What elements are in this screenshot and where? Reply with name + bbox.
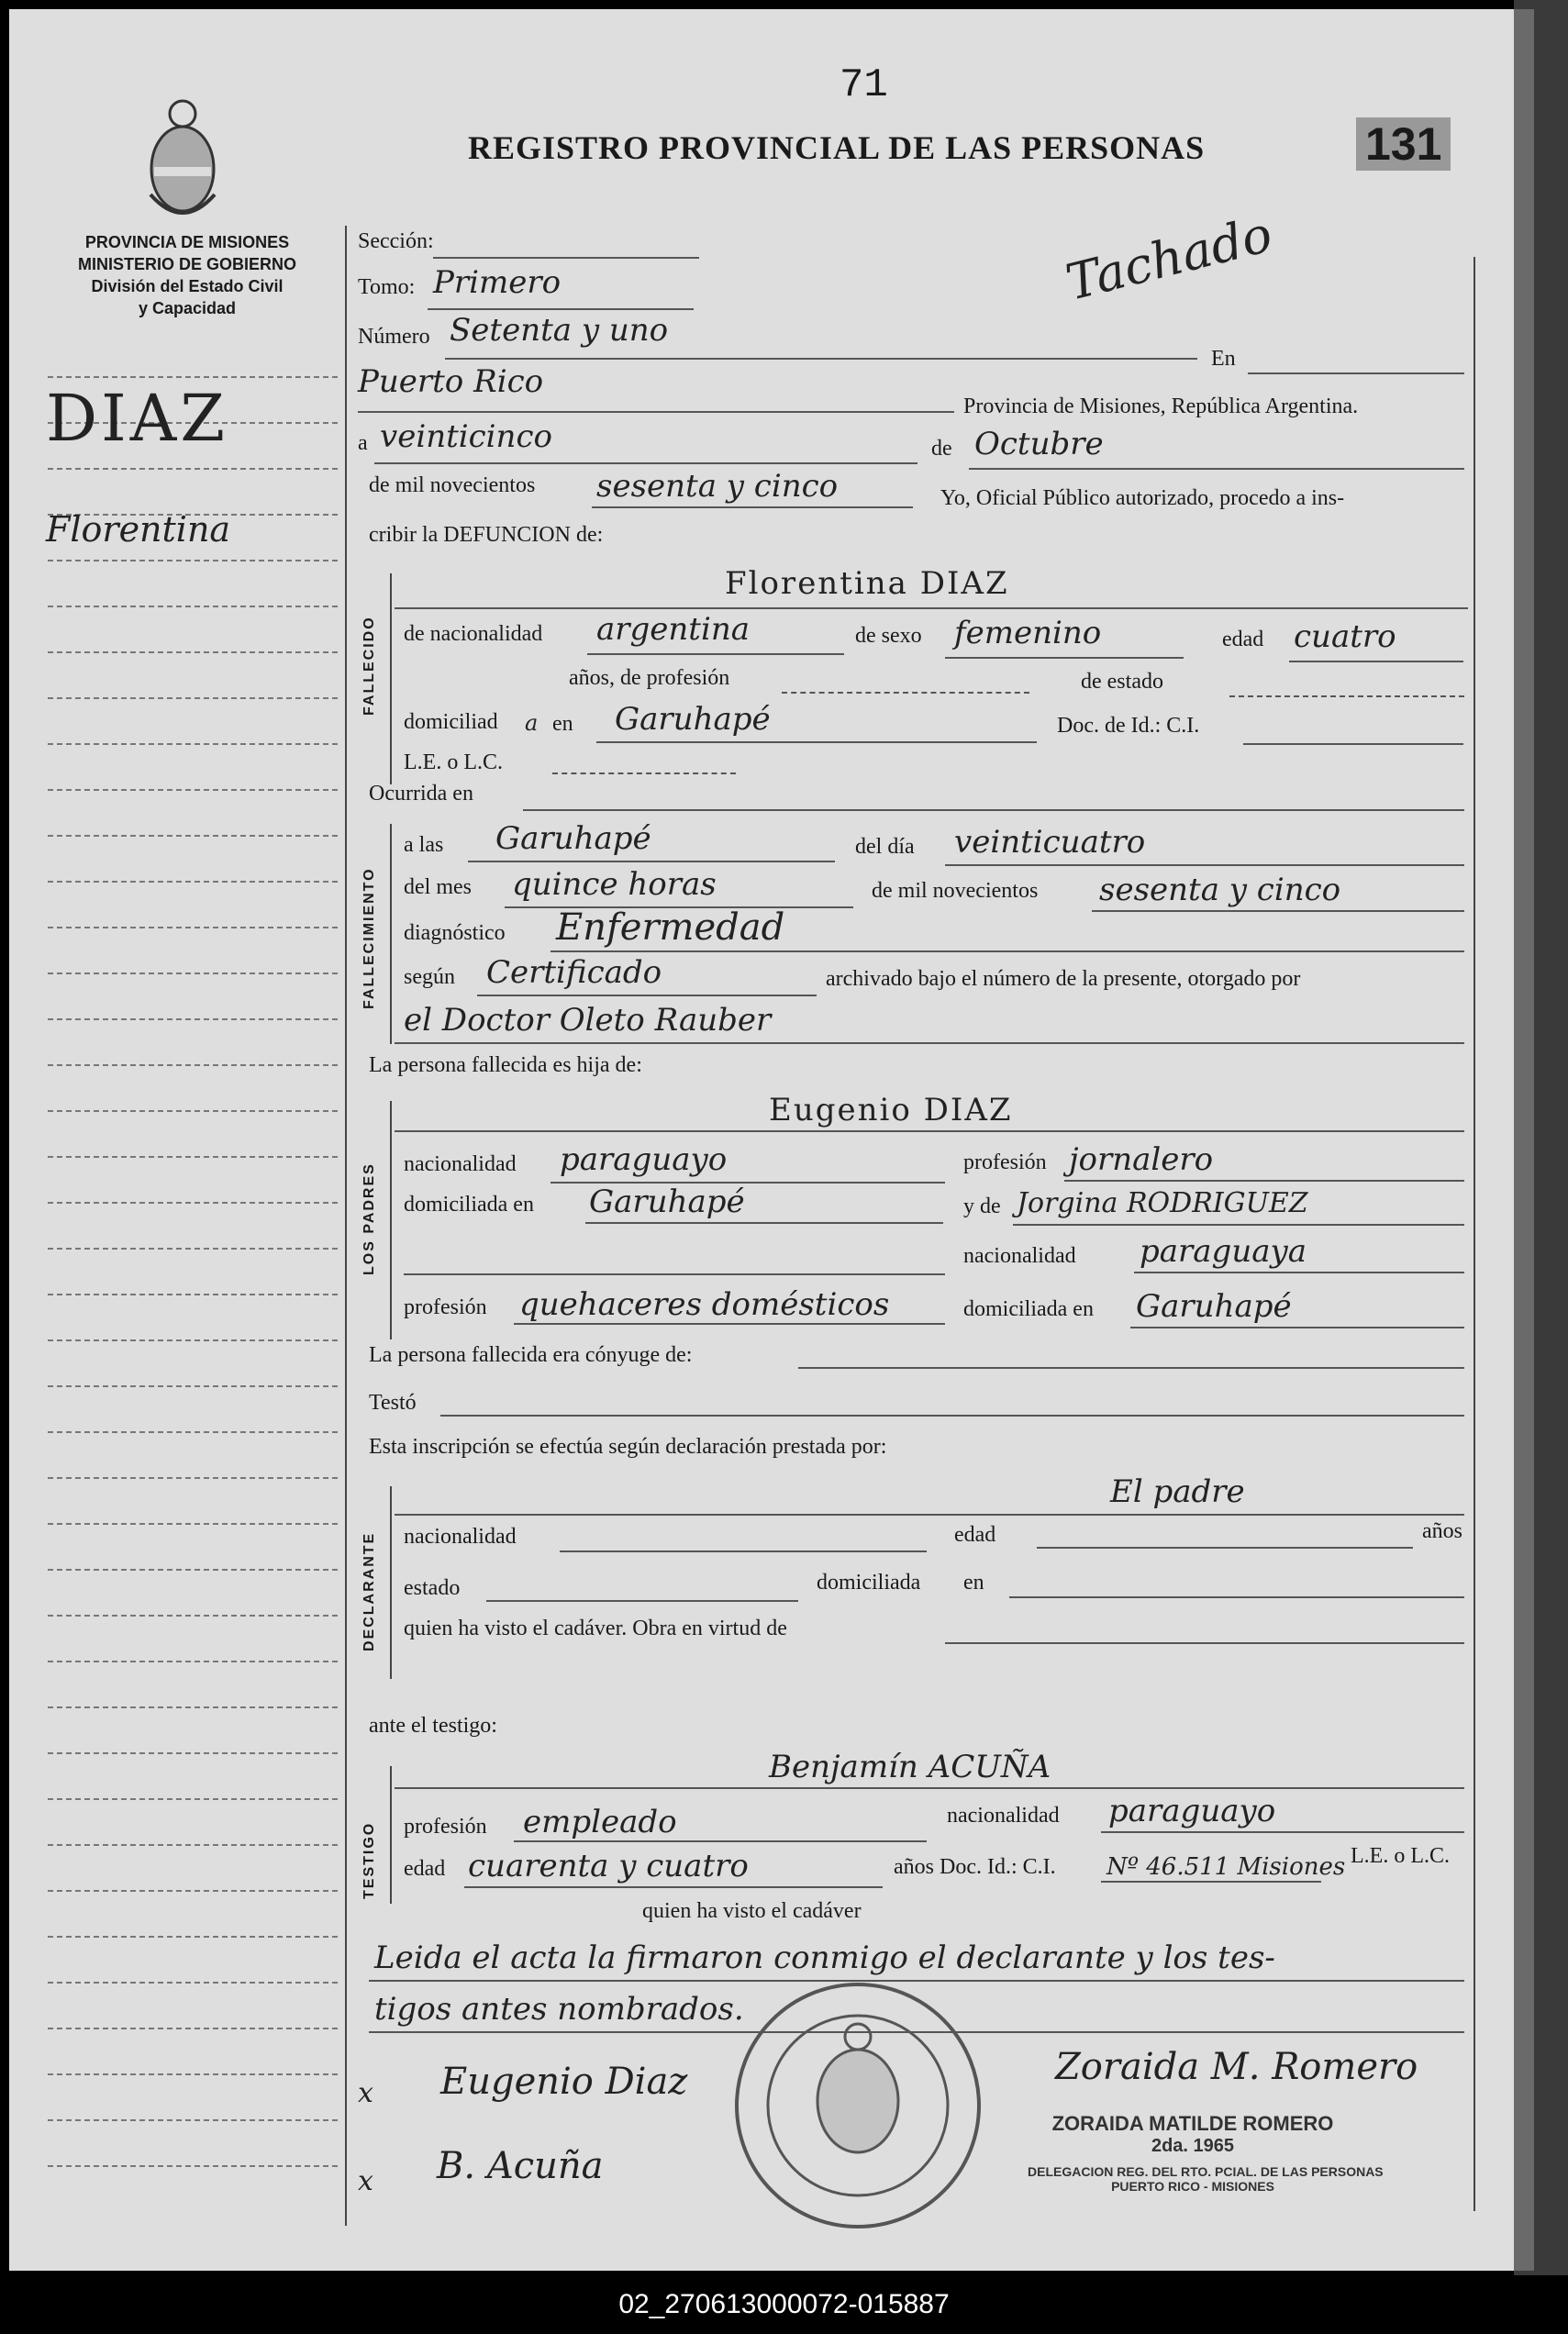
value-hora: quince horas	[512, 866, 717, 903]
right-border	[1473, 257, 1475, 2211]
label-madre-profesion: profesión	[404, 1295, 487, 1319]
label-testigo-edad: edad	[404, 1857, 446, 1881]
label-del-dia: del día	[855, 835, 915, 859]
margin-rule	[48, 1661, 338, 1662]
label-de-mil: de mil novecientos	[369, 473, 536, 497]
authority-line-3: División del Estado Civil	[91, 277, 284, 295]
value-domicilio-sufijo: a	[525, 710, 539, 736]
label-de-nacionalidad: de nacionalidad	[404, 622, 543, 646]
official-line-4: PUERTO RICO - MISIONES	[1111, 2179, 1274, 2194]
label-quien-cadaver: quien ha visto el cadáver. Obra en virtud de	[404, 1617, 787, 1640]
value-testigo-nac: paraguayo	[1108, 1793, 1276, 1829]
label-archivado: archivado bajo el número de la presente, otorgado por	[826, 967, 1301, 991]
margin-rule	[48, 1294, 338, 1295]
value-padre-prof: jornalero	[1069, 1141, 1214, 1178]
margin-rule	[48, 1431, 338, 1433]
value-padre-dom: Garuhapé	[589, 1184, 745, 1220]
value-numero: Setenta y uno	[450, 312, 669, 349]
value-anio: sesenta y cinco	[596, 468, 839, 505]
value-padre: Eugenio DIAZ	[769, 1092, 1013, 1128]
value-declarante: El padre	[1110, 1473, 1245, 1510]
label-declarante-en: en	[963, 1571, 984, 1595]
value-madre-nac: paraguaya	[1140, 1233, 1307, 1270]
label-de-estado: de estado	[1081, 670, 1163, 694]
margin-rule	[48, 1706, 338, 1708]
margin-rule	[48, 1202, 338, 1204]
official-name: ZORAIDA MATILDE ROMERO	[1051, 2112, 1334, 2135]
stamp-number: 131	[1356, 117, 1451, 171]
official-line-2: 2da. 1965	[1151, 2136, 1235, 2156]
fallecimiento-bracket	[390, 824, 392, 1044]
value-lugar: Puerto Rico	[358, 363, 544, 400]
label-de-mil-fallec: de mil novecientos	[872, 879, 1039, 903]
value-edad: cuatro	[1294, 618, 1396, 655]
value-madre-dom: Garuhapé	[1136, 1288, 1292, 1325]
label-seccion: Sección:	[358, 229, 434, 253]
label-padre-nacionalidad: nacionalidad	[404, 1152, 517, 1176]
testigo-bracket	[390, 1766, 392, 1904]
margin-rule	[48, 1339, 338, 1341]
padres-bracket	[390, 1101, 392, 1339]
margin-rule	[48, 1752, 338, 1754]
column-divider	[345, 226, 347, 2226]
margin-rule	[48, 1890, 338, 1892]
margin-rule	[48, 1844, 338, 1846]
margin-rule	[48, 789, 338, 791]
margin-rule	[48, 468, 338, 470]
label-en: En	[1211, 347, 1236, 371]
label-declarante-domiciliada: domiciliada	[817, 1571, 921, 1595]
label-numero: Número	[358, 325, 430, 349]
label-hija-de: La persona fallecida es hija de:	[369, 1053, 642, 1077]
label-del-mes: del mes	[404, 875, 472, 899]
value-diagnostico: Enfermedad	[556, 906, 785, 949]
official-signature-block	[1028, 2112, 1384, 2194]
side-label-testigo: TESTIGO	[361, 1821, 377, 1899]
fallecido-bracket	[390, 573, 392, 784]
official-line-3: DELEGACION REG. DEL RTO. PCIAL. DE LAS PERSONAS	[1028, 2164, 1384, 2179]
label-anos-profesion: años, de profesión	[569, 666, 730, 690]
label-doc-id: Doc. de Id.: C.I.	[1057, 714, 1200, 738]
death-certificate-page: PROVINCIA DE MISIONES MINISTERIO DE GOBIERNO División del Estado Civil y Capacidad DIAZ Florentina 71 131 REGISTRO PROVINCIAL DE LAS PERSONAS Tachado Sección: Tomo: Primero Número Setenta y uno En Puerto Rico Provincia de Misiones, República Argentina. a veinticinco de Octubre de mil novecientos sesenta y cinco Yo, Oficial Público autorizado, procedo a ins- cribir la DEFUNCION de: FALLECIDO Florentina DIAZ de nacionalidad argentina de sexo femenino edad cuatro años, de profesión de estado domiciliad a en Garuhapé Doc. de Id.: C.I. L.E. o L.C. Ocurrida en FALLECIMIENTO a las Garuhapé del día veinticuatro del mes quince horas de mil novecientos sesenta y cinco diagnóstico Enfermedad según Certificado archivado bajo el número de la presente, otorgado por el Doctor Oleto Rauber La persona fallecida es hija de: LOS PADRES Eugenio DIAZ nacionalidad paraguayo profesión jornalero domiciliada en Garuhapé y de Jorgina RODRIGUEZ nacionalidad paraguaya profesión quehaceres domésticos domiciliada en Garuhapé La persona fallecida era cónyuge de: Testó Esta inscripción se efectúa según declaración prestada por: DECLARANTE El padre nacionalidad edad años estado domiciliada en quien ha visto el cadáver. Obra en virtud de ante el testigo: TESTIGO Benjamín ACUÑA profesión empleado nacionalidad paraguayo edad cuarenta y cuatro años Doc. Id.: C.I. Nº 46.511 Misiones L.E. o L.C. quien ha visto el cadáver Leida el acta la firmaron conmigo el declarante y los tes- tigos antes nombrados. x Eugenio Diaz x B. Acuña Zoraida M. Romero ZORAIDA MATILDE ROMERO 2da. 1965 DELEGACION REG. DEL RTO. PCIAL. DE LAS PERSONAS PUERTO RICO - MISIONES	[9, 9, 1534, 2271]
side-label-padres: LOS PADRES	[361, 1162, 377, 1275]
label-provincia: Provincia de Misiones, República Argentina.	[963, 395, 1359, 418]
closing-line-2: tigos antes nombrados.	[374, 1991, 744, 2028]
value-fallecido-nombre: Florentina DIAZ	[725, 565, 1009, 602]
label-testigo-profesion: profesión	[404, 1815, 487, 1839]
margin-rule	[48, 2028, 338, 2029]
label-declarante-estado: estado	[404, 1576, 461, 1600]
value-segun: Certificado	[486, 954, 662, 991]
margin-rule	[48, 835, 338, 837]
margin-rule	[48, 376, 338, 378]
value-tomo: Primero	[433, 264, 562, 301]
label-de: de	[931, 437, 952, 461]
label-de-sexo: de sexo	[855, 624, 922, 648]
label-tomo: Tomo:	[358, 275, 416, 299]
document-title: REGISTRO PROVINCIAL DE LAS PERSONAS	[468, 129, 1206, 166]
value-testigo: Benjamín ACUÑA	[769, 1749, 1051, 1785]
margin-rule	[48, 1018, 338, 1020]
value-testigo-ci: Nº 46.511 Misiones	[1106, 1853, 1346, 1881]
margin-rule	[48, 927, 338, 928]
declarante-bracket	[390, 1486, 392, 1679]
label-a-las: a las	[404, 833, 444, 857]
label-en-domicilio: en	[552, 712, 573, 736]
value-domicilio: Garuhapé	[615, 701, 771, 738]
label-testigo-nacionalidad: nacionalidad	[947, 1804, 1060, 1828]
label-le-lc-testigo: L.E. o L.C.	[1351, 1844, 1450, 1868]
label-inscripcion: Esta inscripción se efectúa según declaración prestada por:	[369, 1435, 887, 1459]
value-mes: Octubre	[974, 426, 1104, 462]
value-madre-prof: quehaceres domésticos	[519, 1286, 890, 1323]
side-label-fallecimiento: FALLECIMIENTO	[361, 867, 377, 1009]
issuing-authority	[31, 231, 343, 319]
label-testo: Testó	[369, 1391, 417, 1415]
label-ocurrida: Ocurrida en	[369, 782, 473, 806]
value-ocurrida-lugar: Garuhapé	[495, 820, 651, 857]
margin-rule	[48, 2119, 338, 2121]
label-edad: edad	[1222, 628, 1264, 651]
label-padre-profesion: profesión	[963, 1150, 1047, 1174]
authority-line-2: MINISTERIO DE GOBIERNO	[77, 255, 297, 273]
margin-rule	[48, 1569, 338, 1571]
label-y-de: y de	[963, 1195, 1001, 1218]
margin-rule	[48, 651, 338, 653]
value-testigo-prof: empleado	[523, 1804, 677, 1840]
top-signature: Tachado	[1060, 205, 1278, 312]
label-conyuge: La persona fallecida era cónyuge de:	[369, 1343, 693, 1367]
value-anio-fallec: sesenta y cinco	[1099, 872, 1341, 908]
margin-rule	[48, 2165, 338, 2167]
value-dia: veinticinco	[380, 418, 552, 455]
signature-oficial: Zoraida M. Romero	[1055, 2046, 1418, 2088]
margin-rule	[48, 972, 338, 974]
margin-rule	[48, 1156, 338, 1158]
margin-rule	[48, 1064, 338, 1066]
label-diagnostico: diagnóstico	[404, 921, 506, 945]
signature-testigo: B. Acuña	[437, 2145, 604, 2187]
label-declarante-nacionalidad: nacionalidad	[404, 1525, 517, 1549]
page-number: 71	[840, 62, 888, 108]
signature-declarante: Eugenio Diaz	[440, 2061, 688, 2103]
margin-rule	[48, 1798, 338, 1800]
margin-rule	[48, 697, 338, 699]
authority-line-1: PROVINCIA DE MISIONES	[84, 233, 290, 251]
value-dia-fallec: veinticuatro	[954, 824, 1146, 861]
margin-rule	[48, 560, 338, 561]
margin-rule	[48, 1385, 338, 1387]
margin-rule	[48, 881, 338, 883]
margin-rule	[48, 1523, 338, 1525]
value-sexo: femenino	[954, 615, 1102, 651]
label-quien-visto: quien ha visto el cadáver	[642, 1899, 862, 1923]
label-padre-domiciliada: domiciliada en	[404, 1193, 534, 1217]
label-cribir: cribir la DEFUNCION de:	[369, 523, 604, 547]
label-segun: según	[404, 965, 455, 989]
label-le-lc: L.E. o L.C.	[404, 750, 503, 774]
coat-of-arms-icon	[145, 94, 220, 222]
value-doctor: el Doctor Oleto Rauber	[404, 1002, 772, 1039]
margin-surname: DIAZ	[46, 381, 228, 456]
margin-rule	[48, 1110, 338, 1112]
margin-rule	[48, 1615, 338, 1617]
margin-given-name: Florentina	[46, 509, 231, 550]
margin-rule	[48, 1477, 338, 1479]
label-a: a	[358, 431, 368, 455]
closing-line-1: Leida el acta la firmaron conmigo el declarante y los tes-	[374, 1939, 1275, 1976]
side-label-declarante: DECLARANTE	[361, 1531, 377, 1651]
value-madre: Jorgina RODRIGUEZ	[1017, 1187, 1308, 1219]
label-madre-domiciliada: domiciliada en	[963, 1297, 1094, 1321]
label-anos-doc: años Doc. Id.: C.I.	[894, 1855, 1056, 1879]
image-filename-caption: 02_270613000072-015887	[0, 2275, 1568, 2334]
margin-rule	[48, 1936, 338, 1938]
authority-line-4: y Capacidad	[138, 299, 237, 317]
label-yo: Yo, Oficial Público autorizado, procedo a ins-	[940, 486, 1345, 510]
margin-rule	[48, 1982, 338, 1984]
official-seal-icon	[725, 1973, 991, 2239]
margin-rule	[48, 606, 338, 607]
margin-rule	[48, 2073, 338, 2075]
label-domiciliad: domiciliad	[404, 710, 498, 734]
value-padre-nac: paraguayo	[560, 1141, 728, 1178]
label-declarante-edad: edad	[954, 1523, 996, 1547]
margin-rule	[48, 743, 338, 745]
side-label-fallecido: FALLECIDO	[361, 616, 377, 716]
label-ante-testigo: ante el testigo:	[369, 1714, 497, 1738]
value-testigo-edad: cuarenta y cuatro	[468, 1848, 749, 1884]
label-declarante-anos: años	[1422, 1519, 1462, 1543]
label-madre-nacionalidad: nacionalidad	[963, 1244, 1076, 1268]
margin-rule	[48, 1248, 338, 1250]
value-nacionalidad: argentina	[596, 611, 751, 648]
